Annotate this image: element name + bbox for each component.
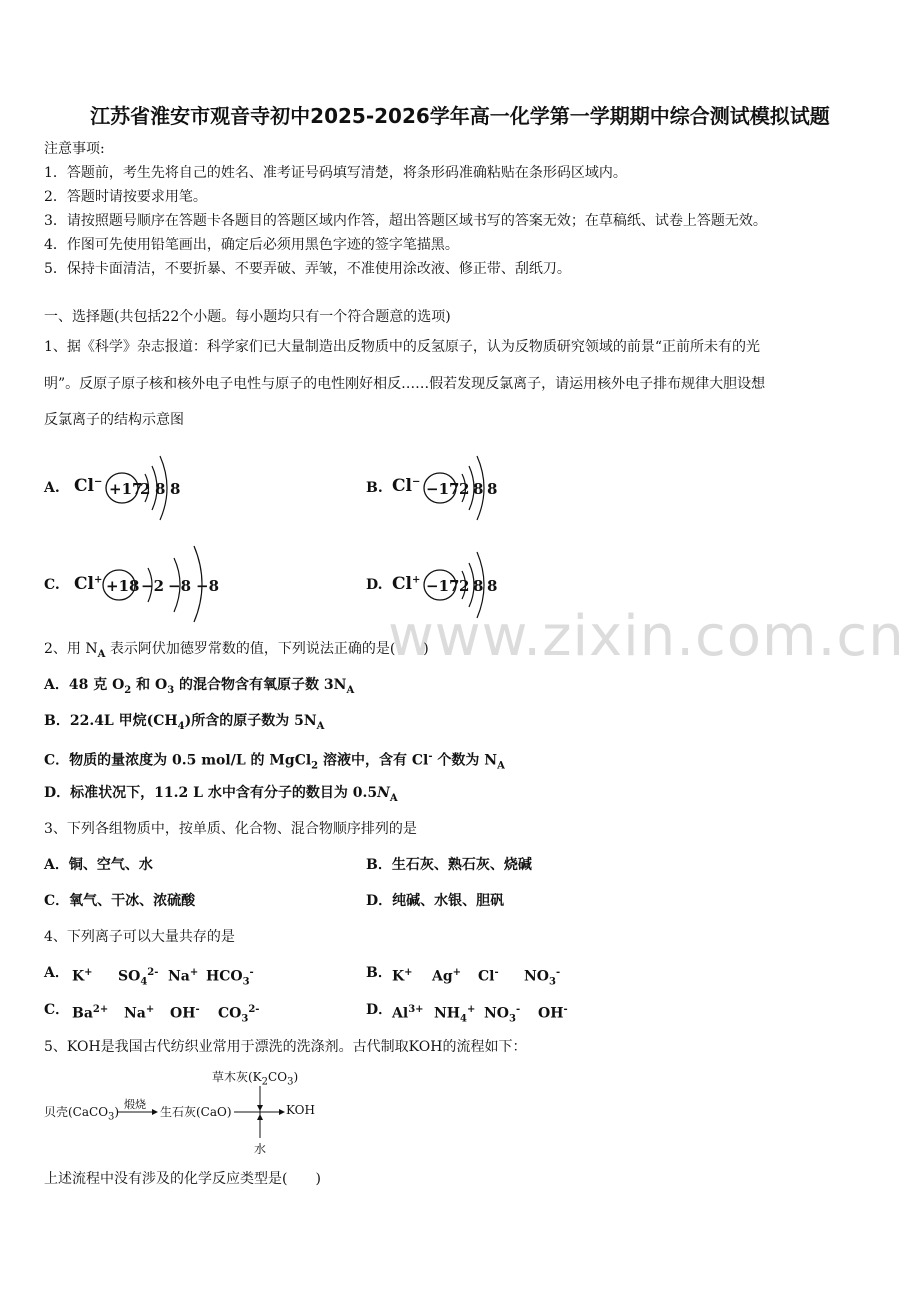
q4-option-a-ion-4: $HCO_3^-$ xyxy=(206,967,254,988)
q2-stem: 2、用 $N_A$ 表示阿伏加德罗常数的值，下列说法正确的是( ) xyxy=(44,641,429,660)
q1-option-c-letter: C. xyxy=(44,577,60,593)
notice-item-5: 5．保持卡面清洁，不要折暴、不要弄破、弄皱，不准使用涂改液、修正带、刮纸刀。 xyxy=(44,261,571,277)
q2-option-a: A．48 克 $O_2$ 和 $O_3$ 的混合物含有氧原子数 $3N_A$ xyxy=(44,677,355,696)
q1-option-c-ion: Cl+ xyxy=(74,574,103,594)
q1-option-a-shell-1: 2 xyxy=(140,480,151,498)
q3-stem: 3、下列各组物质中，按单质、化合物、混合物顺序排列的是 xyxy=(44,821,417,837)
q4-option-b-ion-4: $NO_3^-$ xyxy=(524,967,561,988)
q1-line-1: 1、据《科学》杂志报道：科学家们已大量制造出反物质中的反氢原子，认为反物质研究领域的前景“正前所未有的光 xyxy=(44,339,761,355)
notice-item-1: 1．答题前，考生先将自己的姓名、准考证号码填写清楚，将条形码准确粘贴在条形码区域内。 xyxy=(44,165,627,181)
q2-option-c: C．物质的量浓度为 0.5 mol/L 的 MgCl$_2$ 溶液中，含有 Cl- 个数为 $N_A$ xyxy=(44,751,505,772)
q3-option-b: B．生石灰、熟石灰、烧碱 xyxy=(366,857,532,873)
q1-option-d-nucleus: −17 xyxy=(426,577,460,595)
flow-middle-label: 生石灰(CaO) xyxy=(160,1105,232,1119)
q2-option-b: B．22.4L 甲烷$(CH_4)$所含的原子数为 $5N_A$ xyxy=(44,713,325,732)
q5-question: 上述流程中没有涉及的化学反应类型是( ) xyxy=(44,1171,321,1187)
flow-top-label: 草木灰$(K_2CO_3)$ xyxy=(212,1070,299,1088)
q1-option-b-shell-1: 2 xyxy=(459,480,470,498)
q1-option-c-shell-3: −8 xyxy=(196,577,220,595)
q4-option-d-letter: D． xyxy=(366,1002,393,1018)
q1-option-a-ion: Cl− xyxy=(74,476,103,496)
q4-stem: 4、下列离子可以大量共存的是 xyxy=(44,929,235,945)
notice-heading: 注意事项: xyxy=(44,141,105,157)
q4-option-a-ion-3: Na+ xyxy=(168,967,199,985)
q3-option-c: C．氧气、干冰、浓硫酸 xyxy=(44,893,196,909)
section-heading: 一、选择题(共包括22个小题。每小题均只有一个符合题意的选项) xyxy=(44,309,451,325)
flow-bottom-label: 水 xyxy=(254,1142,267,1156)
page-title: 江苏省淮安市观音寺初中2025-2026学年高一化学第一学期期中综合测试模拟试题 xyxy=(90,104,830,128)
q1-option-b-shell-3: 8 xyxy=(487,480,498,498)
q1-option-b-ion: Cl− xyxy=(392,476,421,496)
q4-option-b-ion-2: Ag+ xyxy=(432,967,462,985)
q1-option-d-shell-2: 8 xyxy=(473,577,484,595)
q3-option-a: A．铜、空气、水 xyxy=(44,857,153,873)
q1-option-c-shell-1: −2 xyxy=(141,577,165,595)
q4-option-a-letter: A． xyxy=(44,965,69,981)
q1-option-b-shell-2: 8 xyxy=(473,480,484,498)
notice-item-4: 4．作图可先使用铅笔画出，确定后必须用黑色字迹的签字笔描黑。 xyxy=(44,237,459,253)
q1-option-d-ion: Cl+ xyxy=(392,574,421,594)
notice-item-2: 2．答题时请按要求用笔。 xyxy=(44,189,207,205)
q4-option-b-ion-1: K+ xyxy=(392,967,413,985)
q1-option-a-letter: A. xyxy=(44,480,60,496)
flow-start-label: 贝壳(CaCO$_3$) xyxy=(44,1105,120,1123)
q3-option-d: D．纯碱、水银、胆矾 xyxy=(366,893,505,909)
q4-option-c-letter: C． xyxy=(44,1002,70,1018)
flow-arrow-label: 煅烧 xyxy=(124,1098,146,1111)
q1-option-c-nucleus: +18 xyxy=(106,577,140,595)
q1-option-a-nucleus: +17 xyxy=(109,480,143,498)
q4-option-c-ion-4: $CO_3^{2-}$ xyxy=(218,1004,260,1025)
q1-line-3: 反氯离子的结构示意图 xyxy=(44,412,184,428)
q5-stem: 5、KOH是我国古代纺织业常用于漂洗的洗涤剂。古代制取KOH的流程如下： xyxy=(44,1039,527,1055)
q1-option-d-shell-3: 8 xyxy=(487,577,498,595)
q4-option-c-ion-3: OH- xyxy=(170,1004,200,1022)
flow-arrows xyxy=(118,1084,293,1142)
watermark: www.zixin.com.cn xyxy=(388,604,905,669)
q4-option-a-ion-1: K+ xyxy=(72,967,93,985)
q2-option-d: D．标准状况下，11.2 L 水中含有分子的数目为 $0.5N_A$ xyxy=(44,785,398,804)
q1-option-c-shell-2: −8 xyxy=(168,577,192,595)
q4-option-c-ion-1: $Ba^{2+}$ xyxy=(72,1004,109,1022)
q4-option-c-ion-2: Na+ xyxy=(124,1004,155,1022)
q1-option-b-letter: B. xyxy=(366,480,383,496)
q4-option-d-ion-4: OH- xyxy=(538,1004,568,1022)
q1-option-a-shell-3: 8 xyxy=(170,480,181,498)
q1-option-a-shell-2: 8 xyxy=(155,480,166,498)
q4-option-b-letter: B． xyxy=(366,965,392,981)
q1-line-2: 明”。反原子原子核和核外电子电性与原子的电性刚好相反……假若发现反氯离子，请运用核外电子排布规律大胆设想 xyxy=(44,376,766,392)
q1-option-d-shell-1: 2 xyxy=(459,577,470,595)
notice-item-3: 3．请按照题号顺序在答题卡各题目的答题区域内作答，超出答题区域书写的答案无效；在草稿纸、试卷上答题无效。 xyxy=(44,213,767,229)
q4-option-a-ion-2: $SO_4^{2-}$ xyxy=(118,967,159,988)
q1-option-d-letter: D. xyxy=(366,577,383,593)
q4-option-d-ion-2: $NH_4^+$ xyxy=(434,1004,476,1025)
q1-option-b-nucleus: −17 xyxy=(426,480,460,498)
flow-end-label: KOH xyxy=(286,1103,315,1117)
q4-option-d-ion-3: $NO_3^-$ xyxy=(484,1004,521,1025)
q4-option-d-ion-1: $Al^{3+}$ xyxy=(392,1004,424,1022)
q4-option-b-ion-3: Cl- xyxy=(478,967,499,985)
